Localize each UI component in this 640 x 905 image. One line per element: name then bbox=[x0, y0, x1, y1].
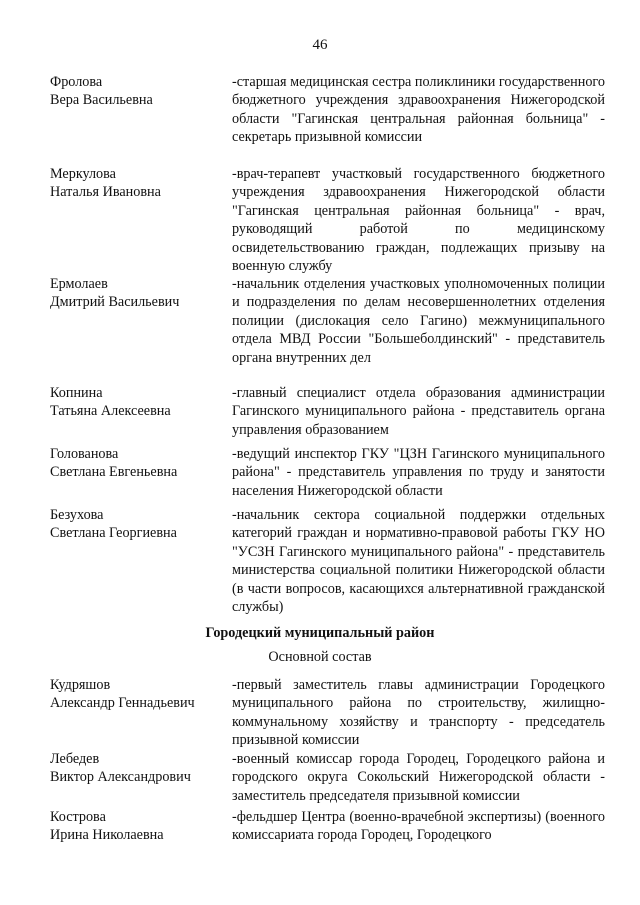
member-role: -военный комиссар города Городец, Городецкого района и городского округа Сокольский Нижегородской области - заместитель председателя призывной комиссии bbox=[232, 751, 605, 804]
member-given-name: Дмитрий Васильевич bbox=[50, 294, 180, 311]
member-given-name: Наталья Ивановна bbox=[50, 184, 161, 201]
member-surname: Лебедев bbox=[50, 751, 100, 767]
member-entry bbox=[50, 275, 610, 384]
member-role: -ведущий инспектор ГКУ "ЦЗН Гагинского муниципального района" - представитель управления по труду и занятости населения Нижегородской области bbox=[232, 446, 605, 499]
member-role: -врач-терапевт участковый государственного бюджетного учреждения здравоохранения Нижегородской области "Гагинская центральная районная больница" - врач, руководящий работой по медицинскому освидетельствованию граждан, подлежащих призыву на военную службу bbox=[232, 166, 605, 275]
commission-members-list bbox=[50, 73, 610, 616]
member-role: -фельдшер Центра (военно-врачебной экспертизы) (военного комиссариата города Городец, Городецкого bbox=[232, 809, 605, 844]
member-surname: Меркулова bbox=[50, 166, 116, 182]
member-given-name: Виктор Александрович bbox=[50, 769, 191, 786]
member-entry bbox=[50, 384, 610, 445]
member-surname: Фролова bbox=[50, 74, 103, 90]
member-entry bbox=[50, 73, 610, 165]
member-name bbox=[50, 275, 232, 384]
composition-subheading: Основной состав bbox=[268, 649, 372, 665]
member-entry bbox=[50, 808, 610, 848]
member-name bbox=[50, 808, 232, 848]
member-entry bbox=[50, 750, 610, 808]
member-surname: Кудряшов bbox=[50, 677, 111, 693]
member-entry bbox=[50, 165, 610, 275]
member-role: -старшая медицинская сестра поликлиники государственного бюджетного учреждения здравоохранения Нижегородской области "Гагинская центральная районная больница" - секретарь призывной комиссии bbox=[232, 74, 605, 146]
member-name bbox=[50, 676, 232, 750]
member-role: -главный специалист отдела образования администрации Гагинского муниципального района - представитель органа управления образованием bbox=[232, 385, 605, 438]
member-name bbox=[50, 445, 232, 506]
commission-members-list bbox=[50, 676, 610, 848]
member-entry bbox=[50, 506, 610, 616]
page-number: 46 bbox=[312, 37, 328, 53]
member-surname: Ермолаев bbox=[50, 276, 108, 292]
member-role: -начальник сектора социальной поддержки отдельных категорий граждан и нормативно-правовой работы ГКУ НО "УСЗН Гагинского муниципального района" - представитель министерства социальной политики Нижегородской области (в части вопросов, касающихся альтернативной гражданской службы) bbox=[232, 507, 605, 616]
member-name bbox=[50, 73, 232, 165]
member-name bbox=[50, 165, 232, 275]
member-name bbox=[50, 506, 232, 606]
member-entry bbox=[50, 676, 610, 750]
member-role: -начальник отделения участковых уполномоченных полиции и подразделения по делам несовершеннолетних отделения полиции (дислокация село Гагино) межмуниципального отдела МВД России "Большеболдинский" - представитель органа внутренних дел bbox=[232, 276, 605, 366]
member-given-name: Татьяна Алексеевна bbox=[50, 403, 171, 420]
member-given-name: Александр Геннадьевич bbox=[50, 695, 195, 712]
member-given-name: Ирина Николаевна bbox=[50, 827, 164, 844]
member-given-name: Вера Васильевна bbox=[50, 92, 153, 109]
member-surname: Копнина bbox=[50, 385, 103, 401]
member-role: -первый заместитель главы администрации Городецкого муниципального района по строительству, жилищно-коммунальному хозяйству и транспорту - председатель призывной комиссии bbox=[232, 677, 605, 749]
member-name bbox=[50, 750, 232, 808]
district-heading: Городецкий муниципальный район bbox=[205, 625, 435, 641]
member-given-name: Светлана Евгеньевна bbox=[50, 464, 178, 481]
member-surname: Кострова bbox=[50, 809, 106, 825]
member-given-name: Светлана Георгиевна bbox=[50, 525, 177, 542]
member-surname: Голованова bbox=[50, 446, 119, 462]
member-surname: Безухова bbox=[50, 507, 104, 523]
member-entry bbox=[50, 445, 610, 506]
member-name bbox=[50, 384, 232, 445]
